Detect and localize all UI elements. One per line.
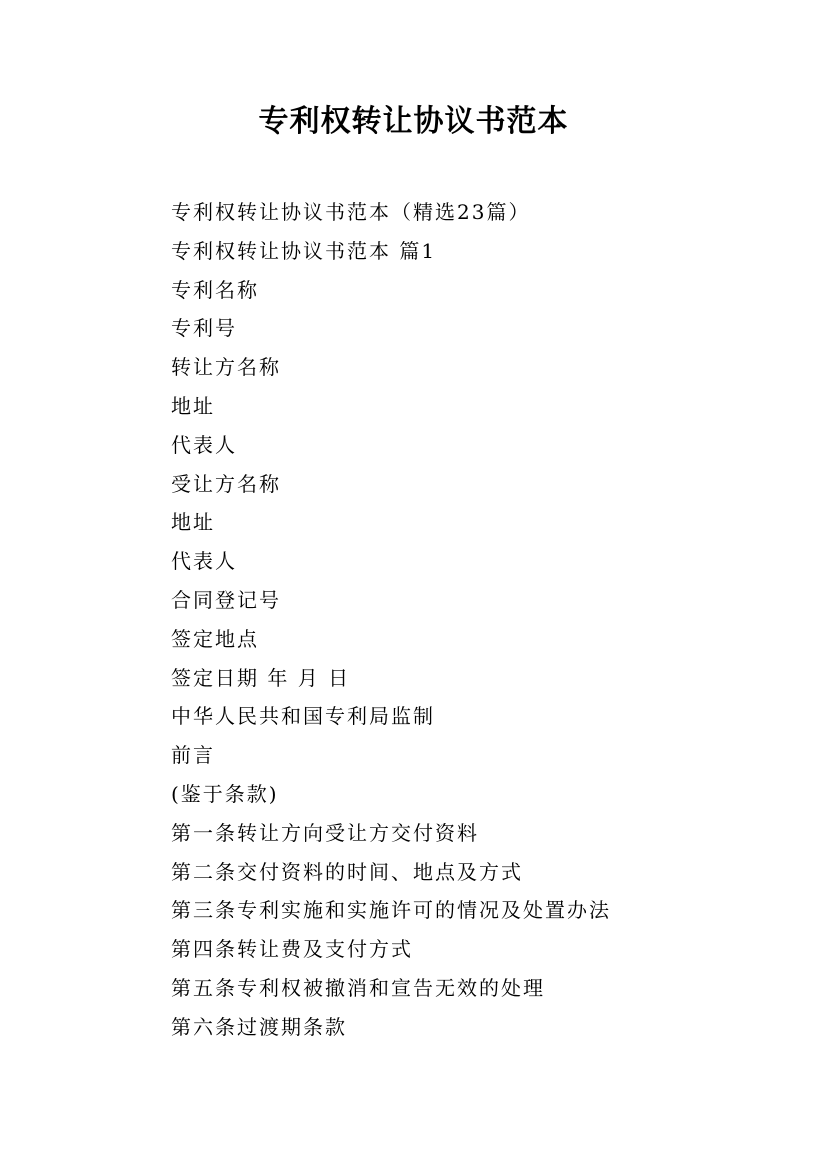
article-3: 第三条专利实施和实施许可的情况及处置办法 <box>171 898 611 923</box>
field-signing-place: 签定地点 <box>171 626 259 651</box>
section-heading-piece-1: 专利权转让协议书范本 篇1 <box>171 238 437 263</box>
document-body <box>171 193 771 1047</box>
field-patent-number: 专利号 <box>171 316 237 341</box>
field-transferor-address: 地址 <box>171 393 215 418</box>
field-transferee-representative: 代表人 <box>171 549 237 574</box>
preface-heading: 前言 <box>171 743 215 768</box>
article-2: 第二条交付资料的时间、地点及方式 <box>171 859 523 884</box>
article-5: 第五条专利权被撤消和宣告无效的处理 <box>171 975 545 1000</box>
field-patent-name: 专利名称 <box>171 277 259 302</box>
article-6: 第六条过渡期条款 <box>171 1014 347 1039</box>
article-4: 第四条转让费及支付方式 <box>171 937 413 962</box>
whereas-clause: (鉴于条款) <box>171 781 279 806</box>
field-transferee-name: 受让方名称 <box>171 471 281 496</box>
collection-heading: 专利权转让协议书范本（精选23篇） <box>171 200 531 224</box>
document-title: 专利权转让协议书范本 <box>258 104 569 139</box>
supervisor-line: 中华人民共和国专利局监制 <box>171 704 435 729</box>
field-signing-date: 签定日期 年 月 日 <box>171 665 351 690</box>
field-transferor-name: 转让方名称 <box>171 355 281 380</box>
field-contract-registration-number: 合同登记号 <box>171 587 281 612</box>
article-1: 第一条转让方向受让方交付资料 <box>171 820 479 845</box>
field-transferor-representative: 代表人 <box>171 432 237 457</box>
field-transferee-address: 地址 <box>171 510 215 535</box>
